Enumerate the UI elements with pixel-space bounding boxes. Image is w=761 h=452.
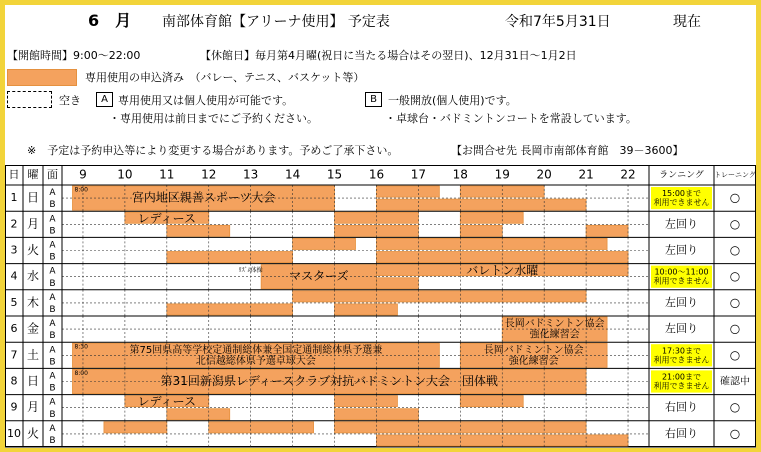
side-b: B [49,252,56,263]
weekday-cell: 月 [26,400,40,415]
hour-label-12: 12 [201,167,217,182]
block-label: バレトン水曜 [466,263,539,278]
running-cell: 21:00まで [661,372,702,382]
block-label: 強化練習会 [529,329,580,341]
running-cell: 利用できません [653,198,710,208]
side-b: B [49,304,56,315]
side-b: B [49,200,56,211]
reserved-block [586,225,628,236]
day-cell: 9 [10,400,18,414]
block-label: 強化練習会 [508,355,559,367]
reserved-block [293,238,356,249]
reserved-block [376,186,439,197]
closed-days: 【休館日】毎月第4月曜(祝日に当たる場合はその翌日)、12月31日～1月2日 [200,49,577,62]
legend-a-text: 専用使用又は個人使用が可能です。 [118,94,294,107]
training-cell: 確認中 [720,376,750,388]
side-a: A [49,188,56,199]
training-cell: ○ [729,269,741,284]
legend-b-note: ・卓球台・バドミントンコートを常設しています。 [385,112,637,125]
schedule-sheet [5,5,756,448]
block-label: 宮内地区親善スポーツ大会 [131,190,276,205]
running-cell: 利用できません [653,355,710,365]
weekday-cell: 金 [26,321,40,336]
side-b: B [49,226,56,237]
training-cell: ○ [729,321,741,336]
block-label: レディース [137,211,197,226]
hour-label-18: 18 [452,167,468,182]
running-cell: 15:00まで [661,189,702,199]
side-a: A [49,397,56,408]
reserved-block [335,422,587,433]
side-a: A [49,240,56,251]
side-a: A [49,266,56,277]
side-a: A [49,292,56,303]
training-cell: ○ [729,243,741,257]
weekday-cell: 土 [26,347,40,362]
reserved-block [335,304,398,315]
running-cell: 左回り [665,217,698,231]
block-label: レディース [137,394,197,409]
day-cell: 1 [10,191,18,205]
side-b: B [49,409,56,420]
header-side: 面 [47,168,58,181]
reserved-block [376,252,628,263]
side-b: B [49,435,56,446]
training-cell: ○ [729,426,741,441]
side-b: B [49,331,56,342]
legend-a-note: ・専用使用は前日までにご予約ください。 [109,112,318,125]
reserved-block [460,212,523,223]
legend-a-box: A [96,92,113,107]
hour-label-14: 14 [284,167,301,182]
contact-info: 【お問合せ先 長岡市南部体育館 39－3600】 [451,144,684,157]
block-label: マスターズ [289,269,349,284]
header-running: ランニング [659,170,704,181]
running-cell: 17:30まで [661,346,702,356]
header-weekday: 曜 [27,168,39,181]
block-time: 8:30 [74,343,88,351]
side-a: A [49,319,56,330]
side-b: B [49,278,56,289]
running-cell: 左回り [665,322,698,336]
reserved-block [293,291,587,302]
hour-label-20: 20 [536,167,552,182]
hour-label-9: 9 [79,167,87,182]
reserved-block [167,225,230,236]
reserved-block [376,238,607,249]
legend-reserved-text: 専用使用の申込済み （バレー、テニス、バスケット等） [85,71,365,84]
opening-hours: 【開館時間】9:00～22:00 [7,49,141,62]
change-notice: ※ 予定は予約申込等により変更する場合があります。予めご了承下さい。 [27,144,399,157]
weekday-cell: 火 [26,243,40,257]
reserved-block [335,225,419,236]
reserved-block [460,396,523,407]
running-cell: 10:00～11:00 [654,267,709,277]
legend-empty-text: 空き [59,94,81,107]
weekday-cell: 日 [26,374,40,388]
side-a: A [49,214,56,225]
hour-label-11: 11 [159,167,175,182]
side-a: A [49,371,56,382]
side-a: A [49,345,56,356]
day-cell: 5 [10,295,18,309]
day-cell: 7 [10,348,18,362]
day-cell: 6 [10,322,18,336]
weekday-cell: 火 [26,426,40,441]
date-label: 令和7年5月31日 [505,14,611,30]
day-cell: 10 [7,426,21,440]
schedule-table [5,165,756,448]
page-title: 南部体育館【アリーナ使用】 予定表 [162,14,390,30]
hour-label-10: 10 [117,167,133,182]
running-cell: 右回り [665,400,698,414]
training-cell: ○ [729,190,741,205]
hour-label-22: 22 [620,167,636,182]
legend-empty-swatch [7,91,52,108]
training-cell: ○ [729,400,741,415]
month-label: 6 月 [88,11,132,30]
legend-reserved-swatch [7,69,77,86]
hour-label-21: 21 [578,167,594,182]
legend-b-box: B [365,92,382,107]
side-b: B [49,383,56,394]
side-b: B [49,357,56,368]
block-label: 第75回県高等学校定通制総体兼全国定通制総体県予選兼 [129,344,383,356]
reserved-block [167,409,230,420]
reserved-block [167,304,293,315]
reserved-block [460,186,544,197]
weekday-cell: 日 [26,190,40,205]
block-label: 北信越総体県予選卓球大会 [195,355,316,367]
hour-label-15: 15 [326,167,343,182]
hour-label-19: 19 [494,167,510,182]
reserved-block [209,422,314,433]
reserved-block [167,252,293,263]
block-time: 8:00 [74,369,88,377]
day-cell: 2 [10,217,18,231]
day-cell: 3 [10,243,18,257]
header-day: 日 [8,168,20,181]
weekday-cell: 木 [26,295,40,310]
reserved-block [335,212,419,223]
reserved-block [376,435,628,446]
running-cell: 左回り [665,243,698,257]
day-cell: 8 [10,374,18,388]
running-cell: 右回り [665,426,698,440]
reserved-block [376,199,586,210]
running-cell: 左回り [665,295,698,309]
weekday-cell: 水 [26,269,40,284]
training-cell: ○ [729,216,741,231]
hour-label-13: 13 [243,167,259,182]
running-cell: 利用できません [653,276,710,286]
block-time: 8:00 [74,186,88,194]
hour-label-16: 16 [368,167,385,182]
side-a: A [49,423,56,434]
day-cell: 4 [10,269,18,283]
weekday-cell: 月 [26,216,40,231]
small-label: ﾘｽﾞﾑ体操 [238,267,263,275]
reserved-block [335,409,419,420]
reserved-block [460,225,502,236]
block-label: 長岡バドミントン協会 [483,344,584,356]
reserved-block [335,396,398,407]
legend-b-text: 一般開放(個人使用)です。 [388,94,517,107]
block-label: 長岡バドミントン協会 [504,318,605,330]
training-cell: ○ [729,295,741,310]
block-label: 第31回新潟県レディースクラブ対抗バドミントン大会 団体戦 [160,374,499,388]
training-cell: ○ [729,347,741,362]
as-of-label: 現在 [673,14,701,30]
reserved-block [104,422,167,433]
reserved-block [376,278,418,289]
hour-label-17: 17 [410,167,427,182]
header-training: トレーニング [714,171,756,179]
running-cell: 利用できません [653,381,710,391]
